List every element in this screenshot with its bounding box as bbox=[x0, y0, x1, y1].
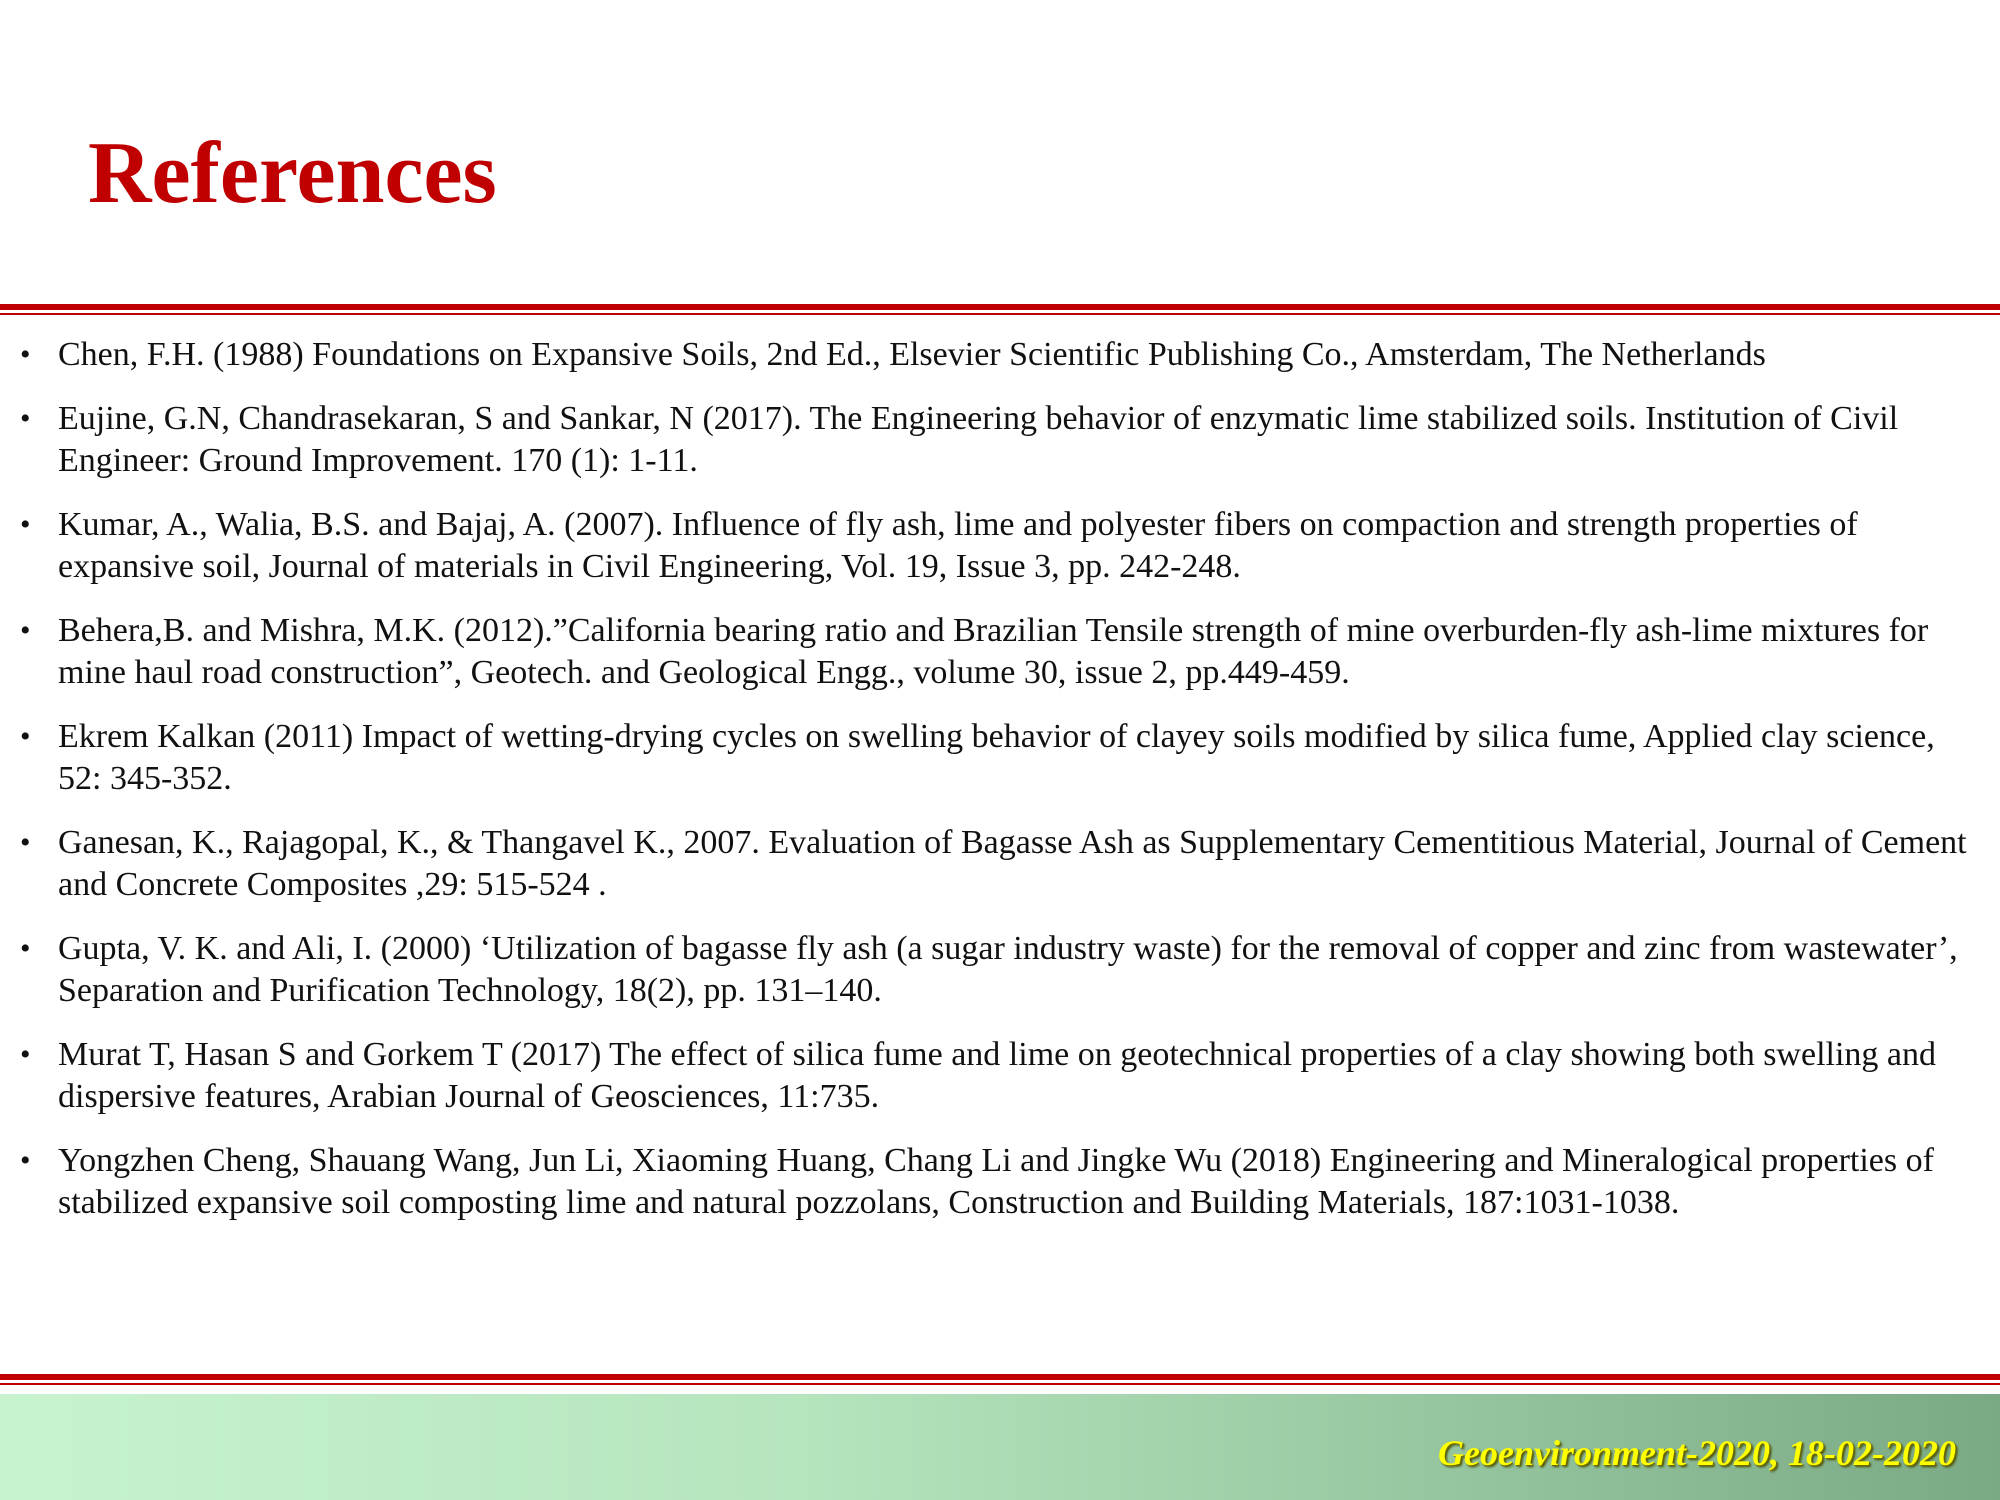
footer-band bbox=[0, 1394, 2000, 1500]
bullet-icon: • bbox=[20, 1038, 31, 1071]
bullet-icon: • bbox=[20, 720, 31, 753]
bullet-icon: • bbox=[20, 932, 31, 965]
reference-item bbox=[20, 716, 1980, 800]
reference-item bbox=[20, 334, 1980, 376]
reference-list bbox=[20, 334, 1980, 1246]
reference-text: Ganesan, K., Rajagopal, K., & Thangavel K., 2007. Evaluation of Bagasse Ash as Supplementary Cementitious Material, Journal of Cement and Concrete Composites ,29: 515-524 . bbox=[58, 824, 1967, 903]
reference-item bbox=[20, 928, 1980, 1012]
reference-text: Eujine, G.N, Chandrasekaran, S and Sankar, N (2017). The Engineering behavior of enzymatic lime stabilized soils. Institution of Civil Engineer: Ground Improvement. 170 (1): 1-11. bbox=[58, 400, 1899, 479]
bottom-divider-thick-line bbox=[0, 1374, 2000, 1380]
bottom-divider bbox=[0, 1372, 2000, 1392]
reference-item bbox=[20, 398, 1980, 482]
bullet-icon: • bbox=[20, 508, 31, 541]
bullet-icon: • bbox=[20, 402, 31, 435]
page-title: References bbox=[88, 125, 497, 222]
bullet-icon: • bbox=[20, 338, 31, 371]
bullet-icon: • bbox=[20, 614, 31, 647]
bullet-icon: • bbox=[20, 1144, 31, 1177]
reference-text: Yongzhen Cheng, Shauang Wang, Jun Li, Xiaoming Huang, Chang Li and Jingke Wu (2018) Engineering and Mineralogical properties of stabilized expansive soil composting lime and natural pozzolans, Construction and Building Materials, 187:1031-1038. bbox=[58, 1142, 1934, 1221]
reference-text: Murat T, Hasan S and Gorkem T (2017) The effect of silica fume and lime on geotechnical properties of a clay showing both swelling and dispersive features, Arabian Journal of Geosciences, 11:735. bbox=[58, 1036, 1937, 1115]
reference-item bbox=[20, 822, 1980, 906]
reference-item bbox=[20, 504, 1980, 588]
footer-event-label: Geoenvironment-2020, 18-02-2020 bbox=[1438, 1433, 1956, 1473]
reference-item bbox=[20, 1034, 1980, 1118]
reference-text: Ekrem Kalkan (2011) Impact of wetting-drying cycles on swelling behavior of clayey soils modified by silica fume, Applied clay science, 52: 345-352. bbox=[58, 718, 1935, 797]
top-divider bbox=[0, 300, 2000, 320]
top-divider-thick-line bbox=[0, 304, 2000, 310]
reference-text: Chen, F.H. (1988) Foundations on Expansive Soils, 2nd Ed., Elsevier Scientific Publishing Co., Amsterdam, The Netherlands bbox=[58, 336, 1766, 373]
bottom-divider-thin-line bbox=[0, 1383, 2000, 1385]
bullet-icon: • bbox=[20, 826, 31, 859]
top-divider-thin-line bbox=[0, 313, 2000, 315]
reference-item bbox=[20, 610, 1980, 694]
reference-text: Gupta, V. K. and Ali, I. (2000) ‘Utilization of bagasse fly ash (a sugar industry waste) for the removal of copper and zinc from wastewater’, Separation and Purification Technology, 18(2), pp. 131–140. bbox=[58, 930, 1958, 1009]
reference-item bbox=[20, 1140, 1980, 1224]
reference-text: Behera,B. and Mishra, M.K. (2012).”California bearing ratio and Brazilian Tensile strength of mine overburden-fly ash-lime mixtures for mine haul road construction”, Geotech. and Geological Engg., volume 30, issue 2, pp.449-459. bbox=[58, 612, 1929, 691]
reference-text: Kumar, A., Walia, B.S. and Bajaj, A. (2007). Influence of fly ash, lime and polyester fibers on compaction and strength properties of expansive soil, Journal of materials in Civil Engineering, Vol. 19, Issue 3, pp. 242-248. bbox=[58, 506, 1858, 585]
